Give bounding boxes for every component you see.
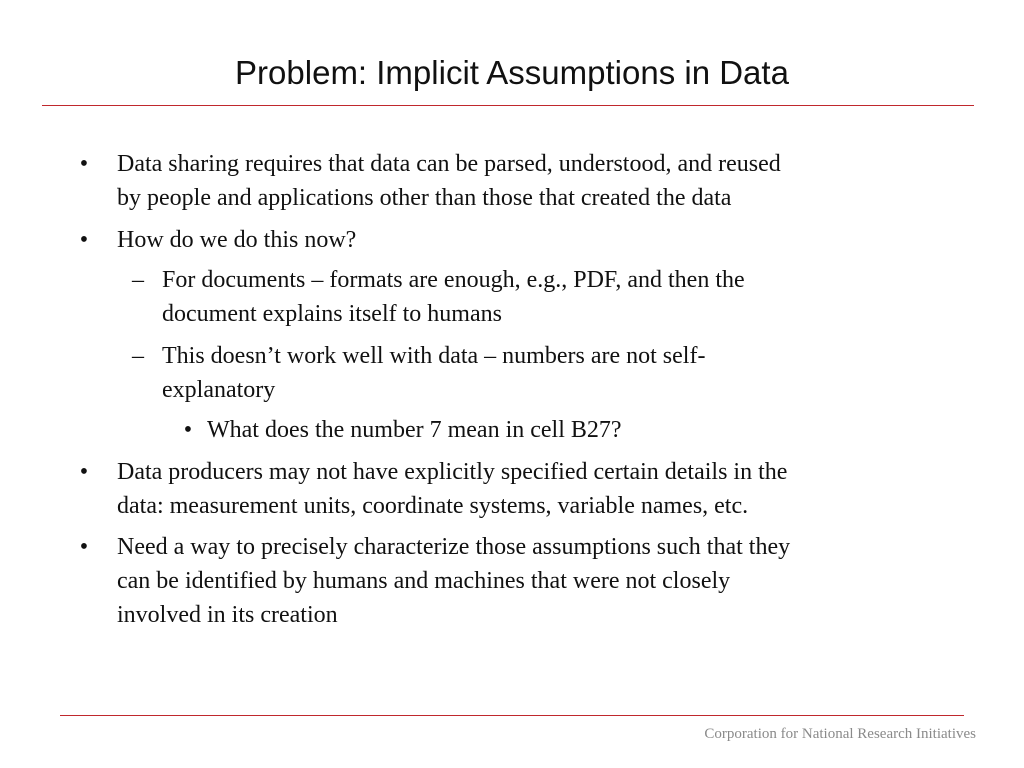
- bullet-text-line: explanatory: [162, 377, 276, 403]
- bullet-marker: •: [79, 459, 89, 485]
- slide-title: Problem: Implicit Assumptions in Data: [235, 54, 789, 91]
- bullet-text-line: Data sharing requires that data can be parsed, understood, and reused: [117, 151, 781, 177]
- footer-organization: Corporation for National Research Initiatives: [704, 726, 976, 742]
- bullet-text-line: How do we do this now?: [117, 227, 357, 253]
- bullet-marker: •: [79, 151, 89, 177]
- footer-divider: [60, 715, 964, 716]
- bullet-text-line: What does the number 7 mean in cell B27?: [207, 417, 622, 443]
- bullet-text-line: by people and applications other than those that created the data: [117, 185, 732, 211]
- bullet-marker: •: [79, 534, 89, 560]
- bullet-text-line: involved in its creation: [117, 602, 338, 628]
- bullet-marker: •: [79, 227, 89, 253]
- bullet-text-line: Data producers may not have explicitly specified certain details in the: [117, 459, 788, 485]
- bullet-text-line: Need a way to precisely characterize those assumptions such that they: [117, 534, 791, 560]
- dash-marker: –: [132, 267, 144, 293]
- bullet-text-line: document explains itself to humans: [162, 301, 502, 327]
- bullet-marker: •: [183, 417, 193, 443]
- bullet-text-line: This doesn’t work well with data – numbers are not self-: [162, 343, 706, 369]
- dash-marker: –: [132, 343, 144, 369]
- bullet-text-line: can be identified by humans and machines that were not closely: [117, 568, 731, 594]
- bullet-text-line: data: measurement units, coordinate systems, variable names, etc.: [117, 493, 749, 519]
- bullet-text-line: For documents – formats are enough, e.g., PDF, and then the: [162, 267, 745, 293]
